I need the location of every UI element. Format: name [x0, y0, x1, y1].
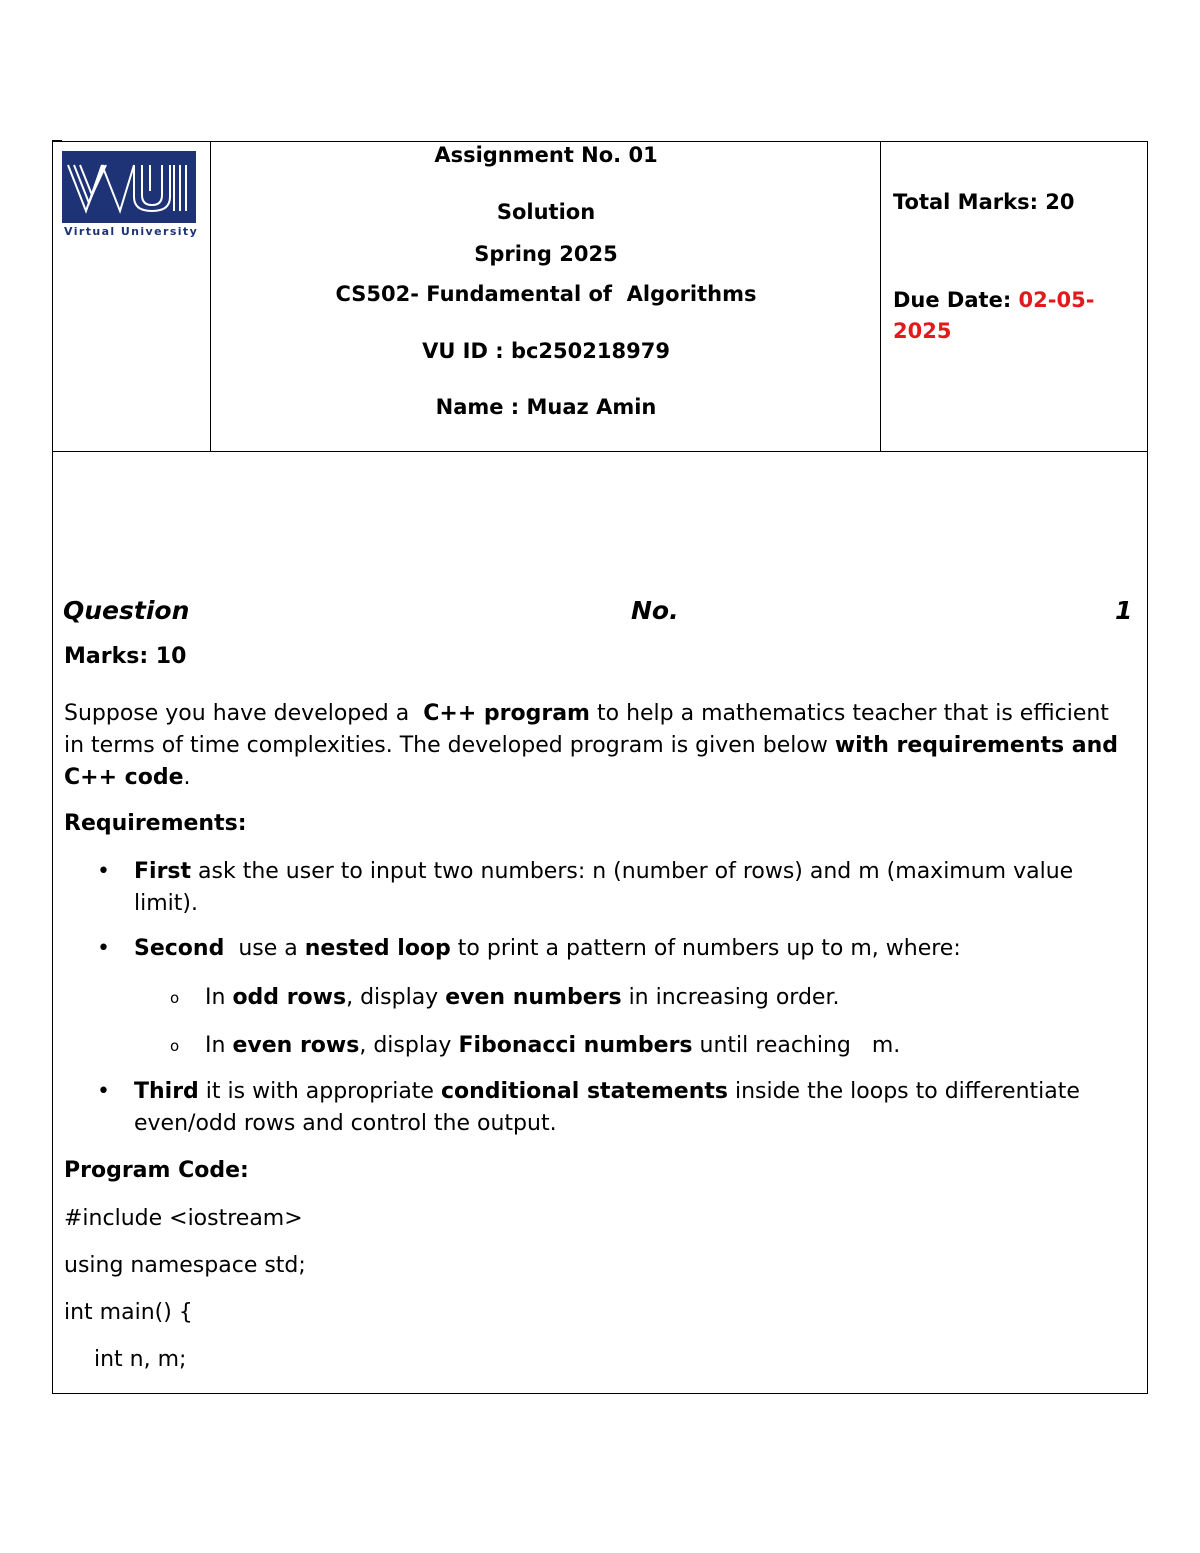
vu-logo-badge — [62, 151, 196, 223]
requirement-third-text-1: it is with appropriate — [198, 1079, 441, 1104]
requirement-second-bold: Second — [134, 936, 225, 961]
requirement-first — [134, 856, 1124, 920]
vu-id: VU ID : bc250218979 — [422, 339, 670, 363]
intro-bold-2: with requirements and C++ code — [64, 733, 1119, 790]
semester: Spring 2025 — [474, 242, 618, 266]
assignment-number: Assignment No. 01 — [434, 143, 658, 167]
question-intro — [64, 698, 1124, 794]
requirement-second-bold-2: nested loop — [304, 936, 451, 961]
sub-text: until reaching m. — [692, 1033, 901, 1058]
requirement-second-text-1: use a — [224, 936, 305, 961]
requirement-first-bold: First — [134, 859, 192, 884]
code-line: #include <iostream> — [64, 1206, 303, 1231]
intro-text-3: . — [183, 765, 191, 790]
due-date-label: Due Date: — [893, 288, 1019, 312]
total-marks: Total Marks: 20 — [893, 190, 1075, 214]
sub-requirement-odd-rows — [205, 982, 839, 1014]
sub-text: In — [205, 1033, 233, 1058]
sub-bold: odd rows — [232, 985, 347, 1010]
bullet-marker: • — [97, 936, 110, 961]
sub-requirement-even-rows — [205, 1030, 900, 1062]
sub-bullet-marker: o — [170, 1037, 180, 1055]
sub-bold: even numbers — [445, 985, 622, 1010]
intro-text-2: to help a mathematics teacher that is efficient in terms of time complexities. The developed program is given below — [64, 701, 1109, 758]
bullet-marker: • — [97, 859, 110, 884]
due-date — [893, 285, 1138, 347]
vu-logo-caption: Virtual University — [64, 225, 199, 238]
question-title-number: 1 — [1115, 596, 1133, 625]
question-marks: Marks: 10 — [64, 644, 187, 669]
sub-bullet-marker: o — [170, 989, 180, 1007]
question-title-no: No. — [631, 596, 679, 625]
due-date-value: 02-05-2025 — [893, 288, 1095, 343]
requirement-first-text: ask the user to input two numbers: n (number of rows) and m (maximum value limit). — [134, 859, 1074, 916]
code-line: int main() { — [64, 1300, 193, 1325]
requirement-third-bold: Third — [134, 1079, 199, 1104]
requirements-heading: Requirements: — [64, 811, 247, 836]
sub-bold: Fibonacci numbers — [458, 1033, 693, 1058]
intro-bold-1: C++ program — [423, 701, 590, 726]
requirement-third-text-2: inside the loops to differentiate even/odd rows and control the output. — [134, 1079, 1080, 1136]
intro-text-1: Suppose you have developed a — [64, 701, 424, 726]
bullet-marker: • — [97, 1079, 110, 1104]
requirement-third — [134, 1076, 1124, 1140]
vu-logo — [62, 151, 199, 241]
course-title: CS502- Fundamental of Algorithms — [335, 282, 757, 306]
sub-text: , display — [346, 985, 446, 1010]
vu-logo-letters — [62, 151, 196, 223]
sub-bold: even rows — [232, 1033, 360, 1058]
requirement-second — [134, 933, 1124, 965]
requirement-third-bold-2: conditional statements — [440, 1079, 728, 1104]
sub-text: in increasing order. — [621, 985, 840, 1010]
requirement-second-text-2: to print a pattern of numbers up to m, where: — [450, 936, 961, 961]
sub-text: , display — [359, 1033, 459, 1058]
sub-text: In — [205, 985, 233, 1010]
program-code-heading: Program Code: — [64, 1158, 249, 1183]
solution-label: Solution — [496, 200, 596, 224]
question-title-word: Question — [63, 596, 190, 625]
student-name: Name : Muaz Amin — [435, 395, 657, 419]
header-divider-left — [210, 141, 211, 452]
header-divider-right — [880, 141, 881, 452]
code-line: int n, m; — [94, 1347, 187, 1372]
code-line: using namespace std; — [64, 1253, 306, 1278]
